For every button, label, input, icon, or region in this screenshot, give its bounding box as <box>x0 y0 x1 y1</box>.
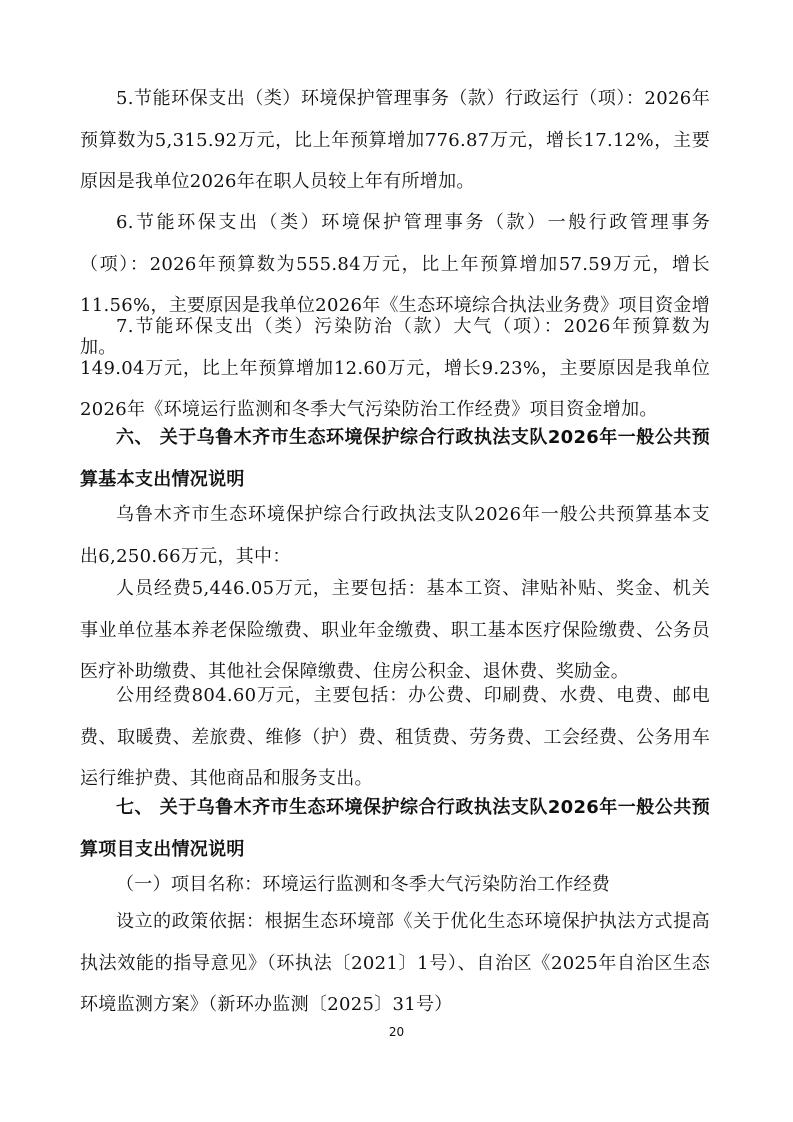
paragraph-item-6: 6.节能环保支出（类）环境保护管理事务（款）一般行政管理事务（项）：2026年预算数为555.84万元，比上年预算增加57.59万元，增长11.56%，主要原因是我单位2026年《生态环境综合执法业务费》项目资金增加。 <box>80 212 710 358</box>
paragraph-personnel-expenses: 人员经费5,446.05万元，主要包括：基本工资、津贴补贴、奖金、机关事业单位基本养老保险缴费、职业年金缴费、职工基本医疗保险缴费、公务员医疗补助缴费、其他社会保障缴费、住房公积金、退休费、奖励金。 <box>80 578 710 682</box>
paragraph-item-7: 7.节能环保支出（类）污染防治（款）大气（项）：2026年预算数为149.04万元，比上年预算增加12.60万元，增长9.23%，主要原因是我单位2026年《环境运行监测和冬季大气污染防治工作经费》项目资金增加。 <box>80 316 710 420</box>
project-name: （一）项目名称：环境运行监测和冬季大气污染防治工作经费 <box>116 874 611 895</box>
page-number: 20 <box>388 1025 405 1039</box>
section-heading-7: 七、 关于乌鲁木齐市生态环境保护综合行政执法支队2026年一般公共预算项目支出情况说明 <box>80 797 710 860</box>
paragraph-basic-total: 乌鲁木齐市生态环境保护综合行政执法支队2026年一般公共预算基本支出6,250.66万元，其中： <box>80 504 710 567</box>
paragraph-public-expenses: 公用经费804.60万元，主要包括：办公费、印刷费、水费、电费、邮电费、取暖费、差旅费、维修（护）费、租赁费、劳务费、工会经费、公务用车运行维护费、其他商品和服务支出。 <box>80 685 710 789</box>
section-heading-6: 六、 关于乌鲁木齐市生态环境保护综合行政执法支队2026年一般公共预算基本支出情况说明 <box>80 427 710 490</box>
paragraph-item-5: 5.节能环保支出（类）环境保护管理事务（款）行政运行（项）：2026年预算数为5,315.92万元，比上年预算增加776.87万元，增长17.12%，主要原因是我单位2026年在职人员较上年有所增加。 <box>80 88 710 192</box>
policy-basis: 设立的政策依据：根据生态环境部《关于优化生态环境保护执法方式提高执法效能的指导意见》（环执法〔2021〕1号）、自治区《2025年自治区生态环境监测方案》（新环办监测〔2025〕31号） <box>80 911 710 1015</box>
